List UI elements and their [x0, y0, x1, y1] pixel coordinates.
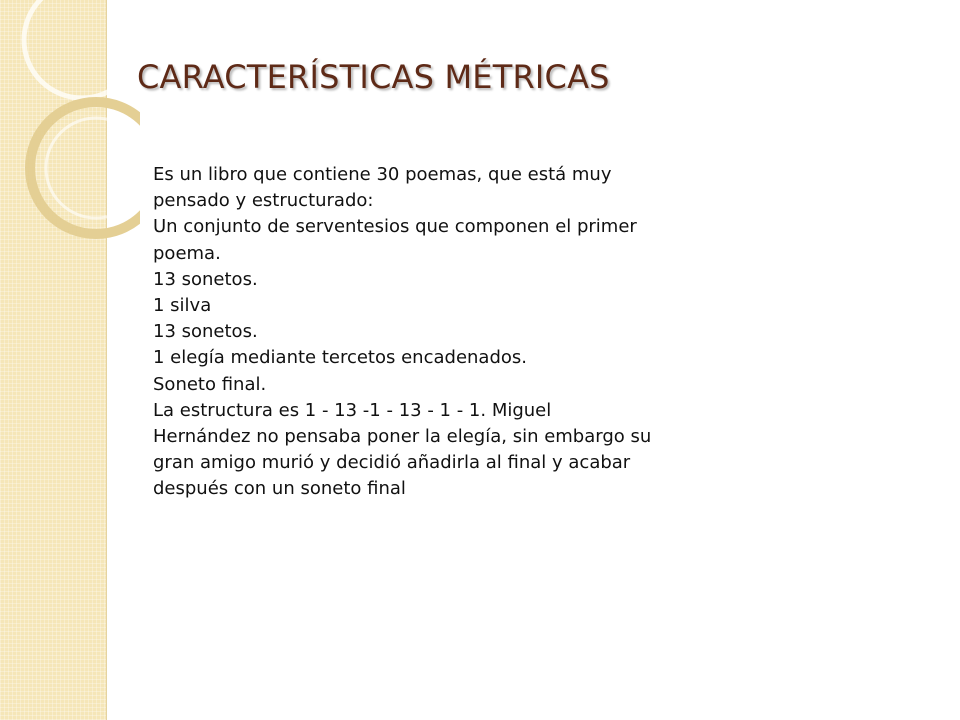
body-line: Es un libro que contiene 30 poemas, que está muy: [153, 164, 612, 185]
body-line: gran amigo murió y decidió añadirla al final y acabar: [153, 452, 631, 474]
decor-circle-large: [24, 0, 140, 98]
body-line: Un conjunto de serventesios que componen el primer: [153, 216, 637, 238]
slide-title: CARACTERÍSTICAS MÉTRICAS: [137, 58, 610, 96]
body-line: 13 sonetos.: [153, 321, 258, 343]
body-line: poema.: [153, 242, 221, 264]
slide-body: [153, 162, 733, 503]
body-line: pensado y estructurado:: [153, 190, 374, 212]
decorative-circles: [0, 0, 140, 300]
body-line: 13 sonetos.: [153, 268, 258, 290]
body-line: después con un soneto final: [153, 478, 406, 500]
decor-circle-inner: [46, 118, 140, 218]
body-line: La estructura es 1 - 13 -1 - 13 - 1 - 1. Miguel: [153, 399, 552, 421]
body-line: Hernández no pensaba poner la elegía, sin embargo su: [153, 426, 652, 448]
body-line: 1 elegía mediante tercetos encadenados.: [153, 347, 527, 369]
body-line: 1 silva: [153, 295, 212, 317]
body-line: Soneto final.: [153, 373, 267, 395]
